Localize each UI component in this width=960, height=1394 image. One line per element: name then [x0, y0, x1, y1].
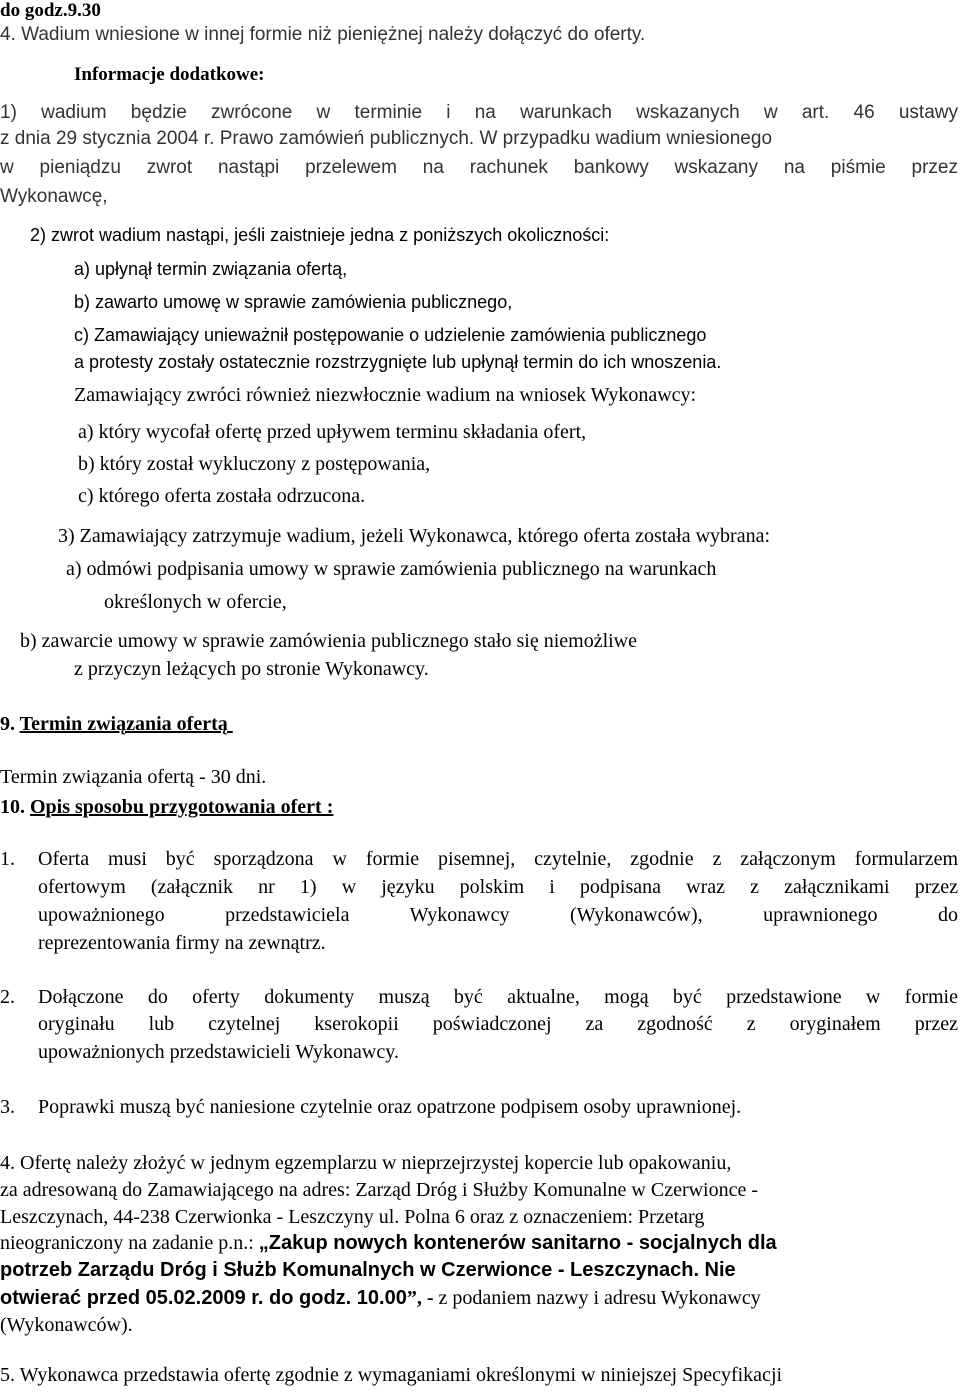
deposit-form-note: 4. Wadium wniesione w innej formie niż pieniężnej należy dołączyć do oferty.	[0, 24, 646, 45]
item4-tender-title-cont: potrzeb Zarządu Dróg i Służb Komunalnych w Czerwionce - Leszczynach. Nie	[0, 1259, 736, 1281]
point3-intro: 3) Zamawiający zatrzymuje wadium, jeżeli Wykonawca, którego oferta została wybrana:	[58, 525, 771, 547]
item4-line4	[0, 1232, 777, 1255]
section9-number: 9.	[0, 713, 15, 735]
item5-line1: 5. Wykonawca przedstawia ofertę zgodnie z wymaganiami określonymi w niniejszej Specyfikacji	[0, 1364, 783, 1386]
point2-intro: 2) zwrot wadium nastąpi, jeśli zaistnieje jedna z poniższych okoliczności:	[30, 225, 610, 245]
item4-line1: 4. Ofertę należy złożyć w jednym egzemplarzu w nieprzejrzystej kopercie lub opakowaniu,	[0, 1152, 732, 1174]
point1-line1: 1) wadium będzie zwrócone w terminie i na warunkach wskazanych w art. 46 ustawy	[0, 102, 958, 123]
item1-line4: reprezentowania firmy na zewnątrz.	[38, 932, 326, 954]
item1-line1: Oferta musi być sporządzona w formie pisemnej, czytelnie, zgodnie z załączonym formularzem	[38, 848, 958, 870]
section9-title: Termin związania ofertą	[19, 713, 233, 735]
return-item-a: a) który wycofał ofertę przed upływem terminu składania ofert,	[78, 421, 587, 443]
section9-heading	[0, 713, 233, 736]
item1-number: 1.	[0, 848, 15, 870]
item4-tender-title-start: „Zakup nowych kontenerów sanitarno - socjalnych dla	[258, 1232, 777, 1254]
point2-item-c1: c) Zamawiający unieważnił postępowanie o udzielenie zamówienia publicznego	[74, 325, 707, 345]
item3-number: 3.	[0, 1096, 15, 1118]
item4-line6	[0, 1287, 761, 1310]
section10-title: Opis sposobu przygotowania ofert :	[30, 796, 334, 818]
return-item-c: c) którego oferta została odrzucona.	[78, 485, 366, 507]
item2-line3: upoważnionych przedstawicieli Wykonawcy.	[38, 1041, 399, 1063]
continuation-line: do godz.9.30	[0, 0, 101, 21]
point3-item-a2: określonych w ofercie,	[104, 591, 287, 613]
item4-line3: Leszczynach, 44-238 Czerwionka - Leszczyny ul. Polna 6 oraz z oznaczeniem: Przetarg	[0, 1206, 705, 1228]
item2-number: 2.	[0, 986, 15, 1008]
point3-item-b2: z przyczyn leżących po stronie Wykonawcy.	[74, 658, 429, 680]
point1-line3: w pieniądzu zwrot nastąpi przelewem na rachunek bankowy wskazany na piśmie przez	[0, 157, 958, 178]
item1-line2: ofertowym (załącznik nr 1) w języku polskim i podpisana wraz z załącznikami przez	[38, 876, 958, 898]
item4-closing-quote: ”, -	[406, 1287, 434, 1309]
item4-line7: (Wykonawców).	[0, 1314, 133, 1336]
item4-line4-plain: nieograniczony na zadanie p.n.:	[0, 1232, 259, 1254]
item1-line3: upoważnionego przedstawiciela Wykonawcy (Wykonawców), uprawnionego do	[38, 904, 958, 926]
section9-body: Termin związania ofertą - 30 dni.	[0, 766, 267, 788]
return-item-b: b) który został wykluczony z postępowania,	[78, 453, 431, 475]
point2-item-a: a) upłynął termin związania ofertą,	[74, 259, 348, 279]
item4-line6-plain: z podaniem nazwy i adresu Wykonawcy	[433, 1287, 761, 1309]
point1-line2: z dnia 29 stycznia 2004 r. Prawo zamówień publicznych. W przypadku wadium wniesionego	[0, 128, 773, 149]
item2-line1: Dołączone do oferty dokumenty muszą być aktualne, mogą być przedstawione w formie	[38, 986, 958, 1008]
point3-item-a1: a) odmówi podpisania umowy w sprawie zamówienia publicznego na warunkach	[66, 558, 717, 580]
section10-number: 10.	[0, 796, 25, 818]
point3-item-b1: b) zawarcie umowy w sprawie zamówienia publicznego stało się niemożliwe	[20, 630, 638, 652]
item4-do-not-open: otwierać przed 05.02.2009 r. do godz. 10.00	[0, 1287, 407, 1309]
point2-item-b: b) zawarto umowę w sprawie zamówienia publicznego,	[74, 292, 513, 312]
item3-line1: Poprawki muszą być naniesione czytelnie oraz opatrzone podpisem osoby uprawnionej.	[38, 1096, 742, 1118]
section10-heading	[0, 796, 333, 819]
item2-line2: oryginału lub czytelnej kserokopii poświadczonej za zgodność z oryginałem przez	[38, 1013, 958, 1035]
return-intro: Zamawiający zwróci również niezwłocznie wadium na wniosek Wykonawcy:	[74, 384, 697, 406]
additional-info-heading: Informacje dodatkowe:	[74, 64, 265, 85]
point2-item-c2: a protesty zostały ostatecznie rozstrzygnięte lub upłynął termin do ich wnoszenia.	[74, 352, 722, 372]
item4-line2: za adresowaną do Zamawiającego na adres: Zarząd Dróg i Służby Komunalne w Czerwionce -	[0, 1179, 759, 1201]
point1-line4: Wykonawcę,	[0, 186, 108, 207]
